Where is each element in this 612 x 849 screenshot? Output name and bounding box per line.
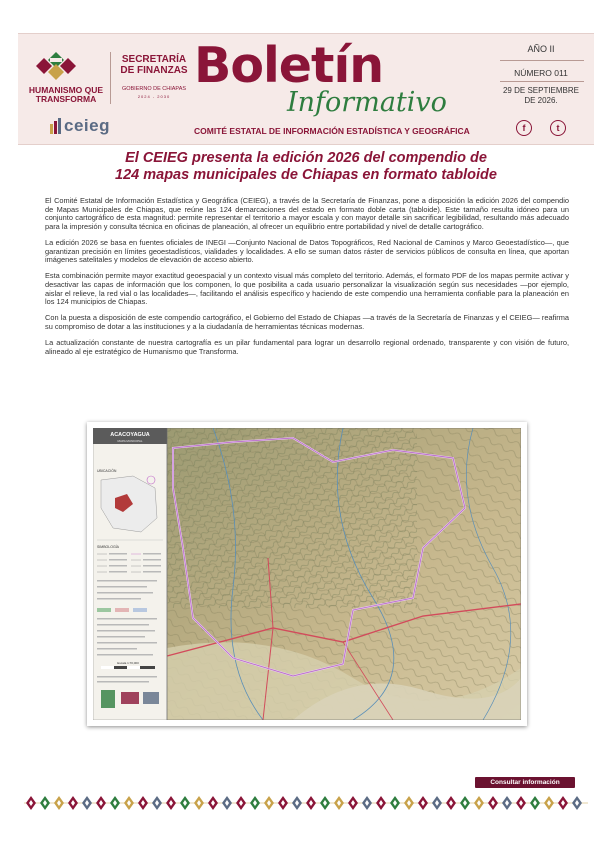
gobierno-label: GOBIERNO DE CHIAPAS xyxy=(121,86,187,92)
issue-date-line1: 29 DE SEPTIEMBRE xyxy=(502,86,580,95)
map-content xyxy=(93,428,521,720)
issue-meta xyxy=(496,38,592,142)
map-location-label: UBICACIÓN xyxy=(97,469,117,473)
map-legend-label: SIMBOLOGÍA xyxy=(97,545,119,549)
twitter-icon[interactable]: t xyxy=(550,120,566,136)
headline-line1: El CEIEG presenta la edición 2026 del compendio de xyxy=(125,150,487,166)
bulletin-subtitle: Informativo xyxy=(287,87,447,118)
ceieg-logo-icon xyxy=(50,118,64,134)
committee-name: COMITÉ ESTATAL DE INFORMACIÓN ESTADÍSTICA Y GEOGRÁFICA xyxy=(194,126,470,136)
map-scale-label: Escala 1:70,000 xyxy=(117,661,139,665)
map-image xyxy=(87,422,527,726)
logo-divider xyxy=(110,52,111,104)
meta-divider xyxy=(500,60,584,61)
map-title: ACACOYAGUA xyxy=(110,432,150,438)
issue-date-line2: DE 2026. xyxy=(524,96,558,105)
paragraph: La actualización constante de nuestra cartografía es un pilar fundamental para lograr un desarrollo regional ordenado, transparente y con visión de futuro, alineado al eje estratégico de Humanismo que Transforma. xyxy=(45,338,569,356)
article-body xyxy=(45,197,569,364)
headline xyxy=(40,150,572,184)
consult-info-button[interactable]: Consultar información xyxy=(475,777,575,788)
secretaria-line1: SECRETARÍA xyxy=(121,54,187,65)
topographic-map-graphic xyxy=(93,428,521,720)
map-subtitle: MAPA MUNICIPAL xyxy=(117,439,143,443)
paragraph: Con la puesta a disposición de este compendio cartográfico, el Gobierno del Estado de Chiapas —a través de la Secretaría de Finanzas y el CEIEG— reafirma su compromiso de dotar a las instituciones y a la ciudadanía de herramientas técnicas modernas. xyxy=(45,313,569,331)
ceieg-logo-text: ceieg xyxy=(64,116,110,135)
secretaria-title xyxy=(114,54,194,76)
title-block xyxy=(194,38,484,144)
facebook-icon[interactable]: f xyxy=(516,120,532,136)
paragraph: La edición 2026 se basa en fuentes oficiales de INEGI —Conjunto Nacional de Datos Topográficos, Red Nacional de Caminos y Marco Geoestadístico—, que garantizan precisión en límites geoestadísticos, vialidades y localidades. A ello se suman datos ráster de servicios públicos de consulta en línea, que aportan imágenes satelitales y modelos de elevación de acceso abierto. xyxy=(45,237,569,265)
header-band xyxy=(18,33,594,145)
paragraph: Esta combinación permite mayor exactitud geoespacial y un contexto visual más completo del territorio. Además, el formato PDF de los mapas permite activar y desactivar las capas de información que los componen, lo que posibilita a cada usuario personalizar la visualización según sus necesidades —por ejemplo, aislar el relieve, la red vial o las localidades—, facilitando el análisis específico y haciendo de este compendio una herramienta confiable para la planeación en los 124 municipios de Chiapas. xyxy=(45,271,569,307)
issue-date xyxy=(496,86,586,106)
headline-line2: 124 mapas municipales de Chiapas en formato tabloide xyxy=(115,167,497,183)
gobierno-years: 2024 - 2030 xyxy=(137,94,171,99)
humanismo-line2: TRANSFORMA xyxy=(35,94,97,104)
secretaria-line2: DE FINANZAS xyxy=(120,65,188,76)
logo-block xyxy=(24,42,194,142)
issue-year: AÑO II xyxy=(527,44,555,54)
bulletin-title: Boletín xyxy=(194,37,384,94)
humanismo-emblem-icon xyxy=(34,50,78,84)
humanismo-logo-text xyxy=(26,86,106,104)
issue-number: NÚMERO 011 xyxy=(514,68,568,78)
paragraph: El Comité Estatal de Información Estadística y Geográfica (CEIEG), a través de la Secretaría de Finanzas, pone a disposición la edición 2026 del compendio de Mapas Municipales de Chiapas, que reúne las 124 demarcaciones del estado en formato doble carta (tabloide). Este tamaño resulta idóneo para un conjunto cartográfico de esta magnitud: permite representar el territorio a mayor escala y con mayor detalle sin sacrificar legibilidad, resultando más adecuado para la impresión y consulta técnica en oficinas de planeación, al ofrecer un equilibrio entre portabilidad y nivel de detalle cartográfico. xyxy=(45,196,569,231)
decorative-textile-band xyxy=(24,793,588,813)
humanismo-line1: HUMANISMO QUE xyxy=(28,85,104,95)
meta-divider xyxy=(500,81,584,82)
